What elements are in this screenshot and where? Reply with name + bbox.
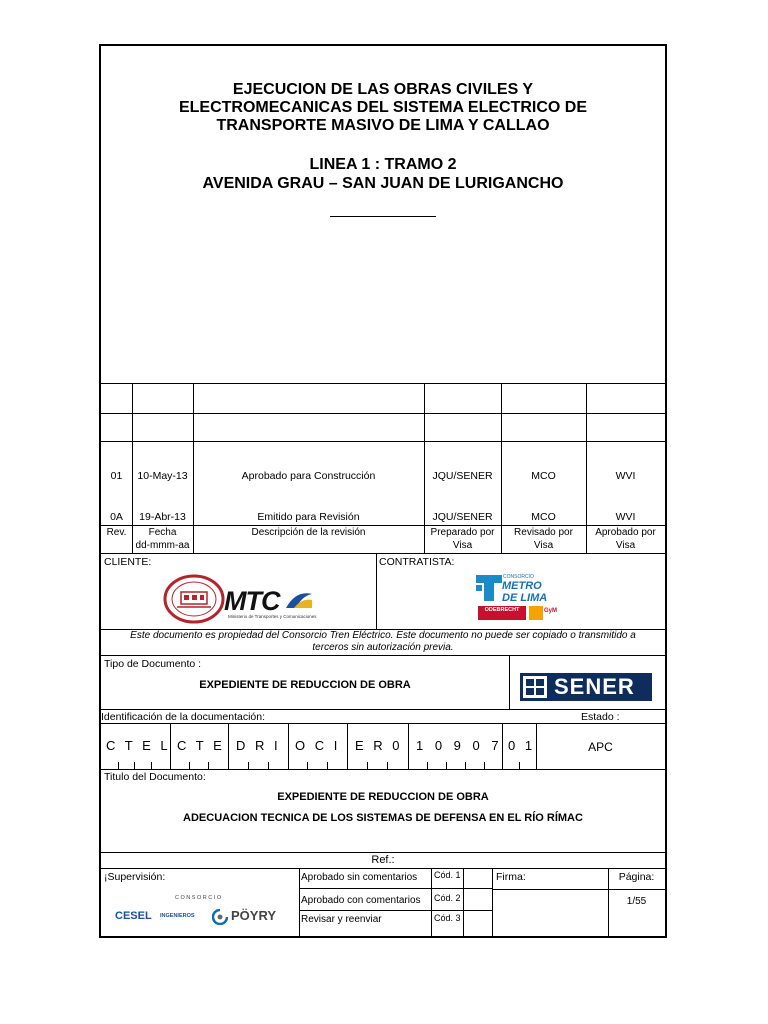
doc-title-line-2: ADECUACION TECNICA DE LOS SISTEMAS DE DEFENSA EN EL RÍO RÍMAC (183, 812, 583, 824)
gym-square-icon (529, 606, 543, 620)
client-divider (376, 553, 377, 629)
supervision-label: ¡Supervisión: (104, 871, 166, 883)
gym-logo: GyM (544, 608, 558, 614)
metro-logo-line2: METRO (502, 580, 542, 592)
tick-mark (268, 762, 269, 769)
tick-mark (248, 762, 249, 769)
prep-cell: JQU/SENER (432, 511, 493, 523)
tick-mark (208, 762, 209, 769)
date-header: Fecha (148, 527, 177, 538)
cesel-ingenieros: INGENIEROS (160, 913, 195, 919)
approval-option: Revisar y reenviar (301, 914, 382, 925)
rev-cell: 01 (110, 470, 123, 482)
revby-header: Revisado por (514, 527, 573, 538)
footer-divider (492, 868, 493, 936)
mtc-logo-text: MTC (224, 586, 280, 616)
approval-code: Cód. 1 (434, 870, 461, 880)
tick-mark (387, 762, 388, 769)
identification-line (101, 723, 665, 724)
rev-row-line (101, 441, 665, 442)
rev-header: Rev. (106, 527, 127, 538)
code-group-5: E R 0 (355, 738, 400, 753)
tick-mark (465, 762, 466, 769)
code-group-divider (288, 723, 289, 769)
prep-cell: JQU/SENER (432, 470, 493, 482)
tick-mark (484, 762, 485, 769)
desc-cell: Emitido para Revisión (257, 511, 360, 523)
state-value: APC (588, 740, 613, 754)
approval-row-line (299, 910, 492, 911)
rev-row-line (101, 413, 665, 414)
date-cell: 19-Abr-13 (139, 511, 186, 523)
doc-type-value: EXPEDIENTE DE REDUCCION DE OBRA (199, 679, 411, 691)
metro-consorcio: CONSORCIO (503, 574, 534, 580)
doc-title-label: Titulo del Documento: (104, 771, 206, 783)
ref-label: Ref.: (371, 854, 395, 866)
approval-option: Aprobado con comentarios (301, 895, 421, 906)
desc-cell: Aprobado para Construcción (241, 470, 376, 482)
page-number: 1/55 (626, 896, 647, 907)
doc-title-bottom-line (101, 852, 665, 853)
code-group-3: D R I (236, 738, 278, 753)
footer-divider (299, 868, 300, 936)
footer-divider (463, 868, 464, 936)
code-group-2: C T E (177, 738, 222, 753)
ref-bottom-line (101, 868, 665, 869)
approval-option: Aprobado sin comentarios (301, 872, 418, 883)
doc-title-line-1: EXPEDIENTE DE REDUCCION DE OBRA (277, 791, 489, 803)
odebrecht-logo: ODEBRECHT (478, 606, 526, 620)
mtc-subtitle: Ministerio de Transportes y Comunicaciones (228, 614, 317, 619)
appr-cell: WVI (615, 470, 636, 482)
revby-cell: MCO (531, 511, 556, 523)
tick-mark (519, 762, 520, 769)
metro-logo-line3: DE LIMA (502, 592, 548, 604)
poyry-swirl-icon (212, 909, 228, 925)
rev-table-top (101, 383, 665, 384)
desc-header: Descripción de la revisión (251, 527, 366, 538)
pagina-label: Página: (618, 871, 655, 883)
contractor-label: CONTRATISTA: (379, 556, 455, 568)
tick-mark (307, 762, 308, 769)
code-group-7: 0 1 (508, 738, 533, 753)
doc-type-bottom-line (101, 709, 665, 710)
tick-mark (118, 762, 119, 769)
prep-visa-header: Visa (452, 540, 473, 551)
sener-logo-text: SENER (554, 674, 635, 699)
firma-row-line (492, 889, 665, 890)
rev-cell: 0A (110, 511, 123, 523)
title-line-3: TRANSPORTE MASIVO DE LIMA Y CALLAO (216, 117, 550, 134)
footer-divider (431, 868, 432, 936)
rev-row-line (101, 525, 665, 526)
date-format-header: dd-mmm-aa (135, 540, 190, 551)
identification-bottom-line (101, 769, 665, 770)
sener-logo (520, 673, 652, 701)
tick-mark (367, 762, 368, 769)
mtc-seal-icon (163, 574, 225, 624)
tick-mark (189, 762, 190, 769)
doc-type-label: Tipo de Documento : (104, 658, 202, 670)
date-cell: 10-May-13 (137, 470, 188, 482)
revby-cell: MCO (531, 470, 556, 482)
title-underline (330, 216, 436, 217)
approval-code: Cód. 3 (434, 913, 461, 923)
appr-visa-header: Visa (615, 540, 636, 551)
mtc-wave-icon (284, 588, 314, 610)
rev-table-bottom (101, 553, 665, 554)
sener-emblem-icon (523, 676, 547, 698)
poyry-logo: PÖYRY (231, 908, 277, 923)
consorcio-label: C O N S O R C I O (175, 895, 222, 901)
code-group-divider (502, 723, 503, 769)
tick-mark (134, 762, 135, 769)
code-group-divider (408, 723, 409, 769)
notice-bottom-line (101, 655, 665, 656)
appr-header: Aprobado por (595, 527, 656, 538)
code-group-divider (347, 723, 348, 769)
code-group-1: C T E L (106, 738, 168, 753)
identification-label: Identificación de la documentación: (101, 711, 266, 723)
approval-code: Cód. 2 (434, 893, 461, 903)
code-group-6: 1 0 9 0 7 (416, 738, 499, 753)
notice-line-1: Este documento es propiedad del Consorcio Tren Eléctrico. Este documento no puede ser copiado o transmitido a (130, 630, 636, 641)
firma-label: Firma: (496, 871, 526, 883)
prep-header: Preparado por (430, 527, 495, 538)
code-group-4: O C I (295, 738, 338, 753)
subtitle-line-1: LINEA 1 : TRAMO 2 (309, 156, 457, 173)
title-line-1: EJECUCION DE LAS OBRAS CIVILES Y (232, 81, 534, 98)
approval-row-line (299, 888, 492, 889)
notice-line-2: terceros sin autorización previa. (312, 642, 454, 653)
doc-type-divider (509, 655, 510, 709)
tick-mark (327, 762, 328, 769)
client-label: CLIENTE: (104, 556, 152, 568)
cesel-logo: CESEL (115, 910, 152, 922)
metro-lima-icon (474, 573, 504, 603)
subtitle-line-2: AVENIDA GRAU – SAN JUAN DE LURIGANCHO (202, 175, 564, 192)
state-label: Estado : (581, 711, 620, 723)
revby-visa-header: Visa (533, 540, 554, 551)
tick-mark (446, 762, 447, 769)
title-line-2: ELECTROMECANICAS DEL SISTEMA ELECTRICO DE (178, 99, 588, 116)
code-group-divider (170, 723, 171, 769)
tick-mark (427, 762, 428, 769)
tick-mark (151, 762, 152, 769)
appr-cell: WVI (615, 511, 636, 523)
code-group-divider (228, 723, 229, 769)
